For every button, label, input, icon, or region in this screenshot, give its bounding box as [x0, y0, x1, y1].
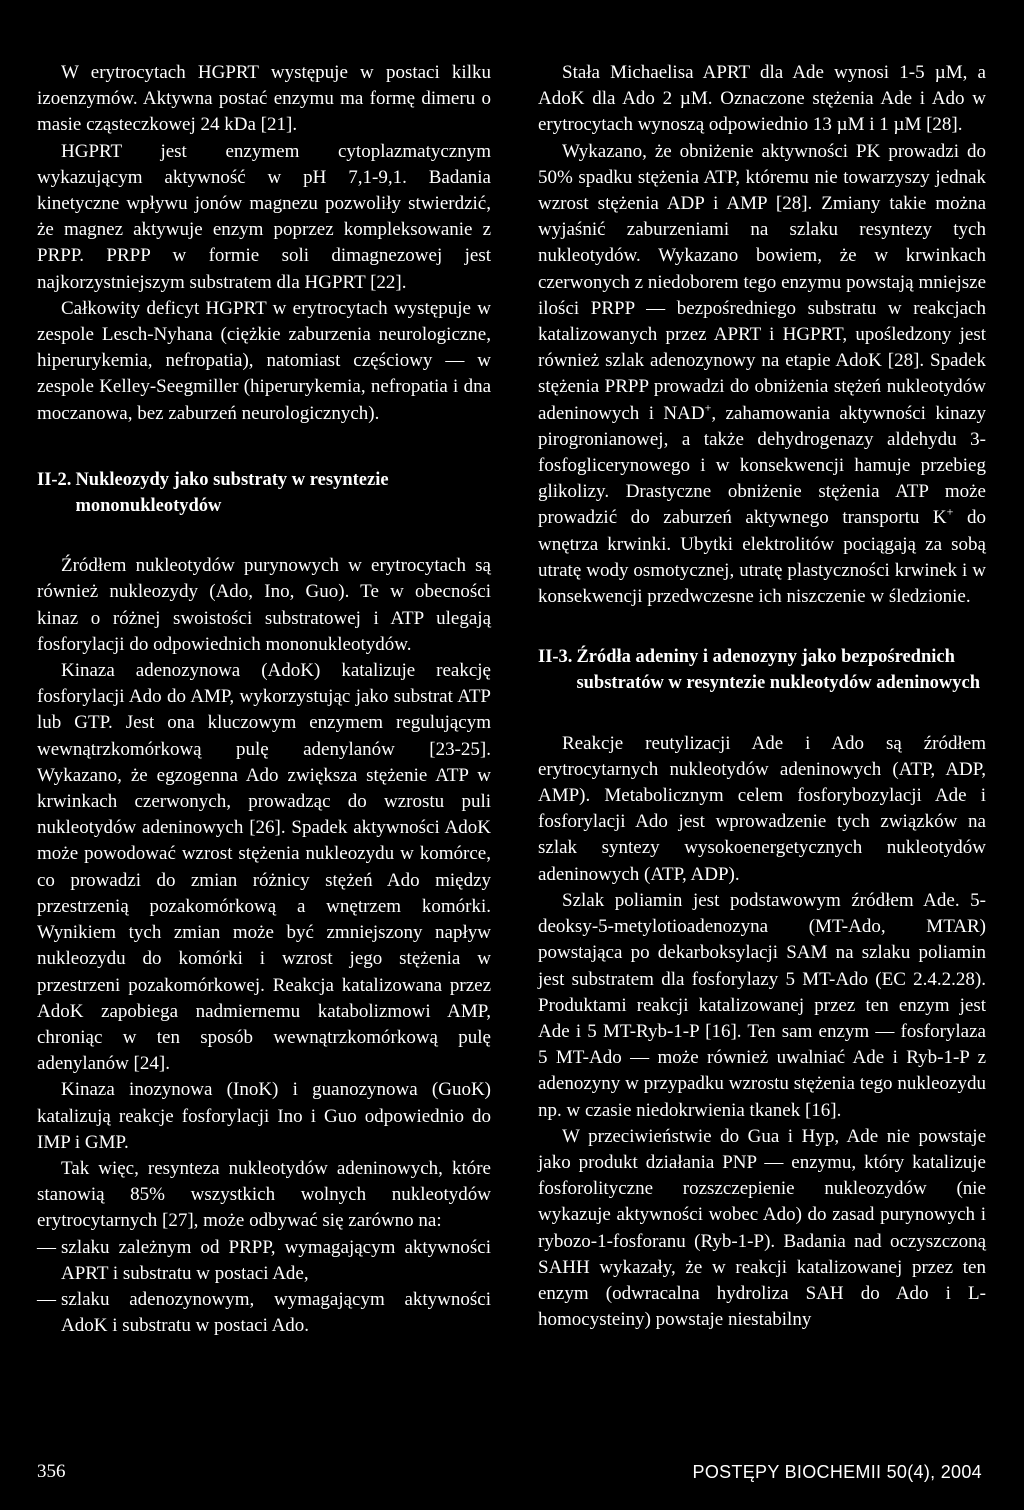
section-title: Źródła adeniny i adenozyny jako bezpośrednich substratów w resyntezie nukleotydów adeninowych	[576, 647, 981, 694]
page-number: 356	[37, 1461, 66, 1482]
list-item: — szlaku adenozynowym, wymagającym aktywności AdoK i substratu w postaci Ado.	[37, 1287, 491, 1339]
paragraph: Kinaza inozynowa (InoK) i guanozynowa (GuoK) katalizują reakcje fosforylacji Ino i Guo odpowiednio do IMP i GMP.	[37, 1079, 491, 1153]
section-heading-ii-3	[538, 644, 986, 696]
paragraph: Szlak poliamin jest podstawowym źródłem Ade. 5-deoksy-5-metylotioadenozyna (MT-Ado, MTAR) powstająca po dekarboksylacji SAM na szlaku poliamin jest substratem dla fosforylazy 5 MT-Ado (EC 2.4.2.28). Produktami reakcji katalizowanej przez ten enzym jest Ade i 5 MT-Ryb-1-P [16]. Ten sam enzym — fosforylaza 5 MT-Ado — może również uwalniać Ade i Ryb-1-P z adenozyny w przypadku wzrostu stężenia tego nukleozydu np. w czasie niedokrwienia tkanek [16].	[538, 889, 986, 1121]
paragraph: Tak więc, resynteza nukleotydów adeninowych, które stanowią 85% wszystkich wolnych nukleotydów erytrocytarnych [27], może odbywać się zarówno na:	[37, 1157, 491, 1232]
left-column	[37, 60, 491, 1339]
journal-title: POSTĘPY BIOCHEMII 50(4), 2004	[692, 1462, 982, 1482]
paragraph: Reakcje reutylizacji Ade i Ado są źródłem erytrocytarnych nukleotydów adeninowych (ATP, ADP, AMP). Metabolicznym celem fosforybozylacji Ade i fosforylacji Ado jest wprowadzenie tych związków na szlak syntezy wysokoenergetycznych nukleotydów adeninowych (ATP, ADP).	[538, 732, 986, 885]
list-item: — szlaku zależnym od PRPP, wymagającym aktywności APRT i substratu w postaci Ade,	[37, 1235, 491, 1287]
dash-bullet: —	[37, 1288, 56, 1310]
paragraph: Stała Michaelisa APRT dla Ade wynosi 1-5 µM, a AdoK dla Ado 2 µM. Oznaczone stężenia Ade i Ado w erytrocytach wynoszą odpowiednio 13 µM i 1 µM [28].	[538, 62, 986, 136]
paragraph: Źródłem nukleotydów purynowych w erytrocytach są również nukleozydy (Ado, Ino, Guo). Te w obecności kinaz o różnej swoistości substratowej i ATP ulegają fosforylacji do odpowiednich mononukleotydów.	[37, 555, 491, 655]
section-number: II-3.	[538, 647, 573, 668]
paragraph: W przeciwieństwie do Gua i Hyp, Ade nie powstaje jako produkt działania PNP — enzymu, który katalizuje fosforolityczne rozszczepienie nukleozydów (nie wykazuje aktywności wobec Ado) do zasad purynowych i rybozo-1-fosforanu (Ryb-1-P). Badania nad oczyszczoną SAHH wykazały, że w reakcji katalizowanej przez ten enzym (odwracalna hydroliza SAH do Ado i L-homocysteiny) powstaje niestabilny	[538, 1125, 986, 1331]
section-number: II-2.	[37, 469, 72, 490]
right-column	[538, 60, 986, 1333]
section-title: Nukleozydy jako substraty w resyntezie mononukleotydów	[75, 469, 389, 517]
paragraph: W erytrocytach HGPRT występuje w postaci kilku izoenzymów. Aktywna postać enzymu ma formę dimeru o masie cząsteczkowej 24 kDa [21].	[37, 62, 491, 136]
section-heading-ii-2	[37, 467, 491, 519]
paragraph: Wykazano, że obniżenie aktywności PK prowadzi do 50% spadku stężenia ATP, któremu nie towarzyszy jednak wzrost stężenia ADP i AMP [28]. Zmiany takie można wyjaśnić zaburzeniami na szlaku resyntezy tych nukleotydów. Wykazano bowiem, że w krwinkach czerwonych z niedoborem tego enzymu powstają mniejsze ilości PRPP — bezpośredniego substratu w reakcjach katalizowanych przez APRT i HGPRT, upośledzony jest również szlak adenozynowy na etapie AdoK [28]. Spadek stężenia PRPP prowadzi do obniżenia stężeń nukleotydów adeninowych i NAD+, zahamowania aktywności kinazy pirogronianowej, a także dehydrogenazy aldehydu 3-fosfoglicerynowego i w konsekwencji hamuje przebieg glikolizy. Drastyczne obniżenie stężenia ATP może prowadzić do zaburzeń aktywnego transportu K+ do wnętrza krwinki. Ubytki elektrolitów pociągają za sobą utratę wody osmotycznej, utratę plastyczności krwinek i w konsekwencji przedwczesne ich niszczenie w śledzionie.	[538, 140, 987, 608]
paragraph: HGPRT jest enzymem cytoplazmatycznym wykazującym aktywność w pH 7,1-9,1. Badania kinetyczne wpływu jonów magnezu pozwoliły stwierdzić, że magnez aktywuje enzym poprzez kompleksowanie z PRPP. PRPP w formie soli dimagnezowej jest najkorzystniejszym substratem dla HGPRT [22].	[37, 140, 491, 293]
dash-bullet: —	[37, 1236, 56, 1258]
paragraph: Całkowity deficyt HGPRT w erytrocytach występuje w zespole Lesch-Nyhana (ciężkie zaburzenia neurologiczne, hiperurykemia, nefropatia), natomiast częściowy — w zespole Kelley-Seegmiller (hiperurykemia, nefropatia i dna moczanowa, bez zaburzeń neurologicznych).	[37, 297, 491, 424]
paragraph: Kinaza adenozynowa (AdoK) katalizuje reakcję fosforylacji Ado do AMP, wykorzystując jako substrat ATP lub GTP. Jest ona kluczowym enzymem regulującym wewnątrzkomórkową pulę adenylanów [23-25]. Wykazano, że egzogenna Ado zwiększa stężenie ATP w krwinkach czerwonych, prowadząc do wzrostu puli nukleotydów adeninowych [26]. Spadek aktywności AdoK może powodować wzrost stężenia nukleozydu w komórce, co prowadzi do zmian różnicy stężeń Ado między przestrzenią pozakomórkową a wnętrzem komórki. Wynikiem tych zmian może być zmniejszony napływ nukleozydu do komórki i wzrost jego stężenia w przestrzeni pozakomórkowej. Reakcja katalizowana przez AdoK zapobiega nadmiernemu katabolizmowi AMP, chroniąc w ten sposób wewnątrzkomórkową pulę adenylanów [24].	[37, 660, 491, 1075]
